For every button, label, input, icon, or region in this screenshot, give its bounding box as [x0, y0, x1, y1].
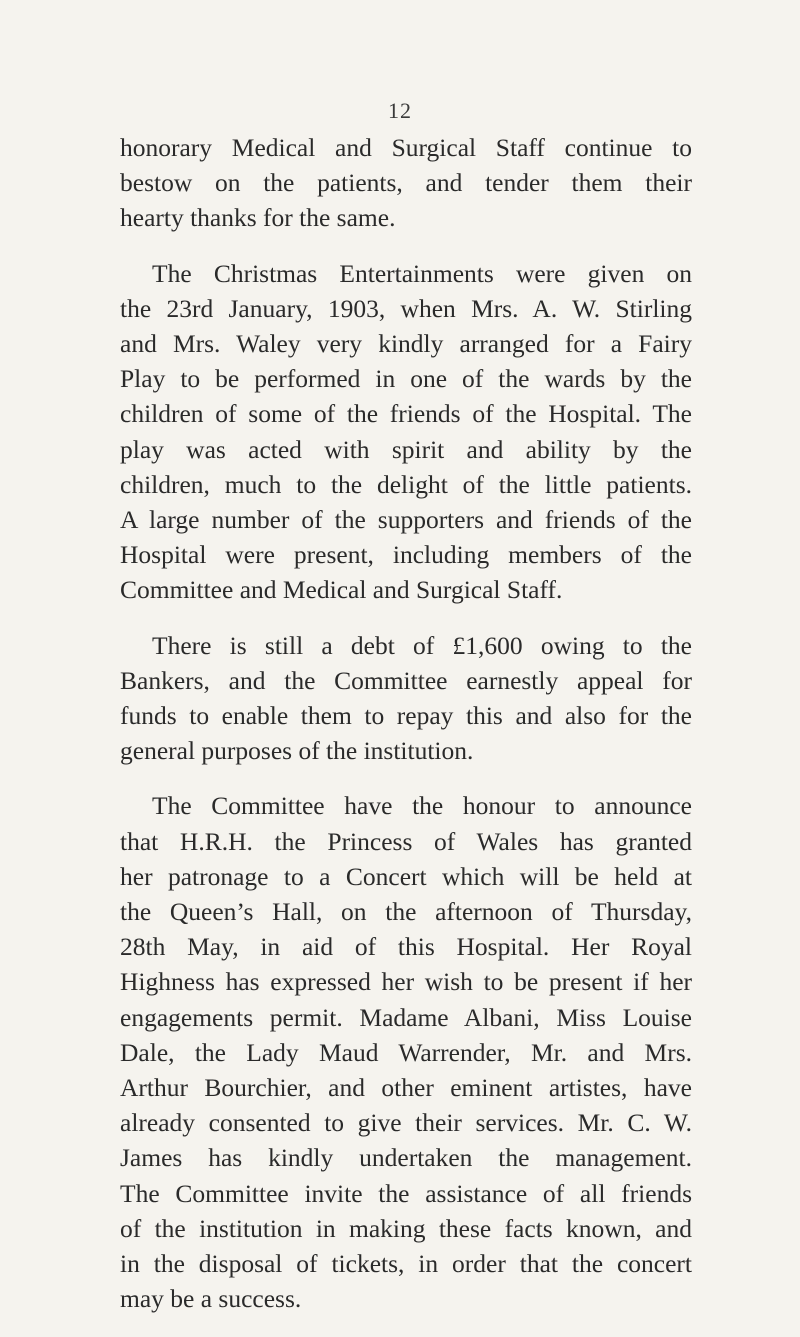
page-number: 12 — [388, 98, 412, 123]
text-line: may be a success. — [120, 1284, 302, 1314]
text-line: Bankers, and the Committee earnestly appeal for — [120, 665, 692, 695]
text-line: and Mrs. Waley very kindly arranged for a Fairy — [120, 329, 692, 359]
paragraph-christmas-entertainments — [120, 256, 692, 608]
body-text — [120, 130, 692, 1337]
text-line: that H.R.H. the Princess of Wales has granted — [120, 826, 692, 856]
text-line: The Committee invite the assistance of all friends — [120, 1178, 692, 1208]
text-line: funds to enable them to repay this and also for the — [120, 701, 692, 731]
text-line: general purposes of the institution. — [120, 736, 474, 766]
text-line: children, much to the delight of the little patients. — [120, 469, 692, 499]
text-line: Hospital were present, including members of the — [120, 540, 692, 570]
text-line: already consented to give their services. Mr. C. W. — [120, 1108, 692, 1138]
text-line: the 23rd January, 1903, when Mrs. A. W. Stirling — [120, 293, 692, 323]
text-line: 28th May, in aid of this Hospital. Her Royal — [120, 932, 692, 962]
text-line: There is still a debt of £1,600 owing to the — [152, 630, 692, 660]
text-line: her patronage to a Concert which will be held at — [120, 861, 692, 891]
text-line: of the institution in making these facts known, and — [120, 1213, 692, 1243]
text-line: hearty thanks for the same. — [120, 203, 396, 233]
text-line: children of some of the friends of the Hospital. The — [120, 399, 692, 429]
text-line: James has kindly undertaken the management. — [120, 1143, 692, 1173]
text-line: The Christmas Entertainments were given on — [152, 258, 692, 288]
paragraph-concert-announcement — [120, 788, 692, 1316]
text-line: in the disposal of tickets, in order that the concert — [120, 1249, 692, 1279]
text-line: the Queen’s Hall, on the afternoon of Thursday, — [120, 897, 692, 927]
text-line: Dale, the Lady Maud Warrender, Mr. and Mrs. — [120, 1037, 692, 1067]
text-line: bestow on the patients, and tender them their — [120, 168, 692, 198]
text-line: play was acted with spirit and ability by the — [120, 434, 692, 464]
text-line: The Committee have the honour to announce — [152, 791, 692, 821]
paragraph-debt-appeal — [120, 628, 692, 769]
text-line: Committee and Medical and Surgical Staff. — [120, 575, 563, 605]
text-line: Play to be performed in one of the wards by the — [120, 364, 692, 394]
text-line: Arthur Bourchier, and other eminent artistes, have — [120, 1073, 692, 1103]
text-line: A large number of the supporters and friends of the — [120, 505, 692, 535]
text-line: engagements permit. Madame Albani, Miss Louise — [120, 1002, 692, 1032]
text-line: Highness has expressed her wish to be present if her — [120, 967, 692, 997]
paragraph-staff-thanks — [120, 130, 692, 236]
text-line: honorary Medical and Surgical Staff continue to — [120, 133, 692, 162]
